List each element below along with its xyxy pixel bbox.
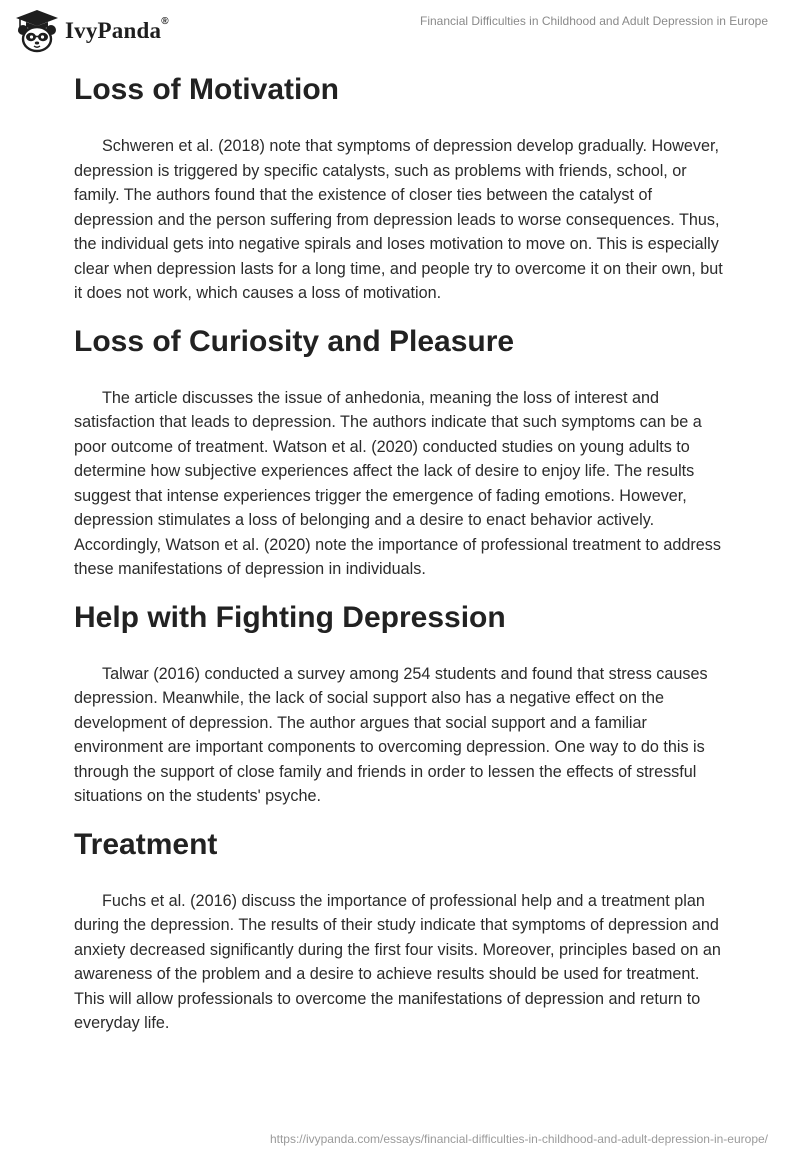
section-paragraph: Fuchs et al. (2016) discuss the importance of professional help and a treatment plan during the depression. The results of their study indicate that symptoms of depression and anxiety decreased significantly during the first four visits. Moreover, principles based on an awareness of the problem and a desire to achieve results should be used for treatment. This will allow professionals to overcome the manifestations of depression and return to everyday life. — [74, 891, 721, 1032]
brand-name — [65, 18, 169, 44]
section-heading: Treatment — [74, 827, 218, 861]
section-treatment — [74, 823, 734, 1036]
source-url[interactable]: https://ivypanda.com/essays/financial-difficulties-in-childhood-and-adult-depression-in-europe/ — [269, 1132, 768, 1146]
section-loss-of-motivation — [74, 68, 734, 306]
ivypanda-logo[interactable] — [14, 8, 169, 54]
section-heading: Loss of Curiosity and Pleasure — [74, 324, 515, 358]
page-header — [0, 0, 800, 64]
registered-mark: ® — [161, 16, 169, 27]
document-title: Financial Difficulties in Childhood and Adult Depression in Europe — [420, 14, 768, 28]
section-loss-of-curiosity — [74, 320, 734, 582]
section-help-fighting-depression — [74, 596, 734, 809]
section-paragraph: Schweren et al. (2018) note that symptoms of depression develop gradually. However, depression is triggered by specific catalysts, such as problems with friends, school, or family. The authors found that the existence of closer ties between the catalyst of depression and the person suffering from depression leads to worse consequences. Thus, the individual gets into negative spirals and loses motivation to move on. This is especially clear when depression lasts for a long time, and people try to overcome it on their own, but it does not work, which causes a loss of motivation. — [74, 137, 723, 302]
section-paragraph: Talwar (2016) conducted a survey among 254 students and found that stress causes depression. Meanwhile, the lack of social support also has a negative effect on the development of depression. The author argues that social support and a familiar environment are important components to overcoming depression. One way to do this is through the support of close family and friends in order to lessen the effects of stressful situations on the students' psyche. — [74, 664, 708, 805]
section-heading: Loss of Motivation — [74, 73, 339, 106]
section-heading: Help with Fighting Depression — [74, 600, 506, 634]
brand-text: IvyPanda — [65, 18, 162, 43]
section-paragraph: The article discusses the issue of anhedonia, meaning the loss of interest and satisfaction that leads to depression. The authors indicate that such symptoms can be a poor outcome of treatment. Watson et al. (2020) conducted studies on young adults to determine how subjective experiences affect the lack of desire to enjoy life. The results suggest that intense experiences trigger the emergence of fading emotions. However, depression stimulates a loss of belonging and a desire to enact behavior actively. Accordingly, Watson et al. (2020) note the importance of professional treatment to address these manifestations of depression in individuals. — [74, 388, 721, 578]
essay-content — [74, 68, 734, 1036]
panda-graduation-cap-icon — [14, 8, 60, 54]
